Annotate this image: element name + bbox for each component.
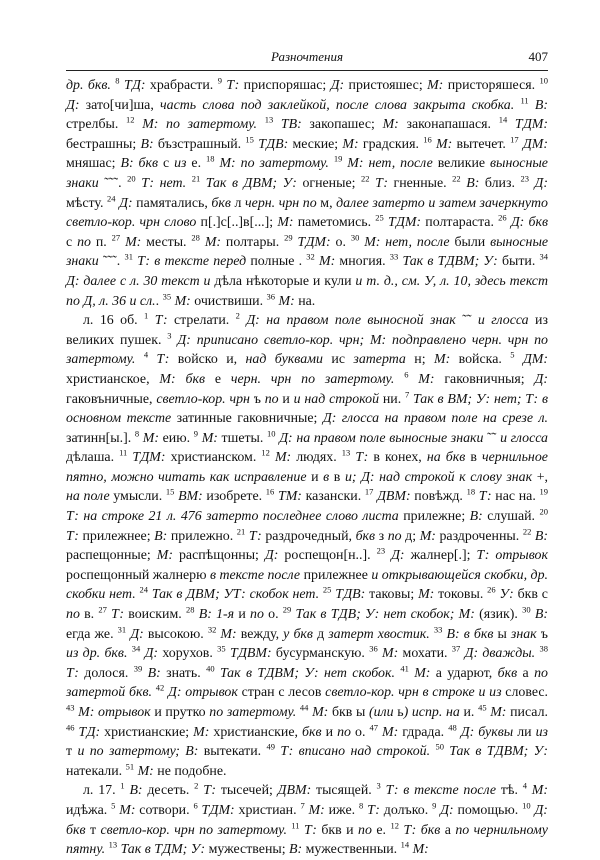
paragraph-variants-continued: др. бкв. $^8$ ТД: храбрасти. $^9$ Т: приспоряшас; Д: пристояшес; М: присторяшеся. $^{10}$ Д: зато[чи]ша, часть слова под заклейкой, после слова закрыта скобка. $^{11}$ В: стрелбы. $^{12}$ М: по затертому. $^{13}$ ТВ: закопашес; М: законапашася. $^{14}$ ТДМ: бестрашны; В: бъзстрашный. $^{15}$ ТДВ: меские; М: градския. $^{16}$ М: вытечет. $^{17}$ ДМ: мняшас; В: бкв с из е. $^{18}$ М: по затертому. $^{19}$ М: нет, после великие выносные знаки ˜˜˜. $^{20}$ Т: нет. $^{21}$ Так в ДВМ; У: огненые; $^{22}$ Т: гненные. $^{22}$ В: близ. $^{23}$ Д: мѣсту. $^{24}$ Д: памятались, бкв л черн. чрн по м, далее затерто и затем зачеркнуто светло-кор. чрн слово п[.]с[..]в[...]; М: паметомись. $^{25}$ ТДМ: полтараста. $^{26}$ Д: бкв с по п. $^{27}$ М: месты. $^{28}$ М: полтары. $^{29}$ ТДМ: о. $^{30}$ М: нет, после были выносные знаки ˜˜˜. $^{31}$ Т: в тексте перед полные . $^{32}$ М: многия. $^{33}$ Так в ТДВМ; У: быти. $^{34}$ Д: далее с л. 30 текст и дѣла нѣкоторые и кули и т. д., см. У, л. 10, здесь текст по Д, л. 36 и сл.. $^{35}$ М: очиствиши. $^{36}$ М: на. [66, 75, 549, 309]
running-title: Разночтения [271, 49, 343, 64]
page-number: 407 [528, 49, 548, 64]
paragraph-leaf-16v: л. 16 об. $^1$ Т: стрелати. $^2$ Д: на правом поле выносной знак ˜˜ и глосса из великих пушек. $^3$ Д: приписано светло-кор. чрн; М: подправлено черн. чрн по затертому. $^4$ Т: войско и, над буквами ис затерта н; М: войска. $^5$ ДМ: христианское, М: бкв е черн. чрн по затертому. $^6$ М: гаковничныя; Д: гаковъничные, светло-кор. чрн ъ по и и над строкой ни. $^7$ Так в ВМ; У: нет; Т: в основном тексте затинные гаковничные; Д: глосса на правом поле на срезе л. затинн[ы.]. $^8$ М: еию. $^9$ М: тшеты. $^{10}$ Д: на правом поле выносные знаки ˜˜ и глосса дѣлаша. $^{11}$ ТДМ: христианском. $^{12}$ М: людях. $^{13}$ Т: в конех, на бкв в чернильное пятно, можно читать как исправление и в в и; Д: над строкой к слову знак +, на поле умысли. $^{15}$ ВМ: изобрете. $^{16}$ ТМ: казански. $^{17}$ ДВМ: повѣжд. $^{18}$ Т: нас на. $^{19}$ Т: на строке 21 л. 476 затерто последнее слово листа прилежне; В: слушай. $^{20}$ Т: прилежнее; В: прилежно. $^{21}$ Т: раздрочедный, бкв з по д; М: раздроченны. $^{22}$ В: распещонные; М: распѣщонны; Д: роспещон[н..]. $^{23}$ Д: жалнер[.]; Т: отрывок роспещонный жалнерю в тексте после прилежнее и открывающейся скобки, др. скобки нет. $^{24}$ Так в ДВМ; УТ: скобок нет. $^{25}$ ТДВ: таковы; М: токовы. $^{26}$ У: бкв с по в. $^{27}$ Т: воиским. $^{28}$ В: 1-я и по о. $^{29}$ Так в ТДВ; У: нет скобок; М: (язик). $^{30}$ В: егда же. $^{31}$ Д: высокою. $^{32}$ М: вежду, у бкв д затерт хвостик. $^{33}$ В: в бкв ы знак ъ из др. бкв. $^{34}$ Д: хорухов. $^{35}$ ТДВМ: бусурманскую. $^{36}$ М: мохати. $^{37}$ Д: дважды. $^{38}$ Т: долося. $^{39}$ В: знать. $^{40}$ Так в ТДВМ; У: нет скобок. $^{41}$ М: а ударют, бкв а по затертой бкв. $^{42}$ Д: отрывок стран с лесов светло-кор. чрн в строке и из словес. $^{43}$ М: отрывок и прутко по затертому. $^{44}$ М: бкв ы (или ь) испр. на и. $^{45}$ М: писал. $^{46}$ ТД: христианские; М: христианские, бкв и по о. $^{47}$ М: гдрада. $^{48}$ Д: буквы ли из т и по затертому; В: вытекати. $^{49}$ Т: вписано над строкой. $^{50}$ Так в ТДВМ; У: натекали. $^{51}$ М: не подобне. [66, 310, 549, 779]
paragraph-leaf-17: л. 17. $^1$ В: десеть. $^2$ Т: тысечей; ДВМ: тысящей. $^3$ Т: в тексте после тѣ. $^4$ М: идѣжа. $^5$ М: сотвори. $^6$ ТДМ: христиан. $^7$ М: иже. $^8$ Т: долъко. $^9$ Д: помощью. $^{10}$ Д: бкв т светло-кор. чрн по затертому. $^{11}$ Т: бкв и по е. $^{12}$ Т: бкв а по чернильному пятну. $^{13}$ Так в ТДМ; У: мужествены; В: мужественныи. $^{14}$ М: [66, 780, 548, 858]
variant-readings-body [66, 76, 548, 860]
running-header [66, 46, 548, 66]
header-rule [66, 70, 548, 71]
